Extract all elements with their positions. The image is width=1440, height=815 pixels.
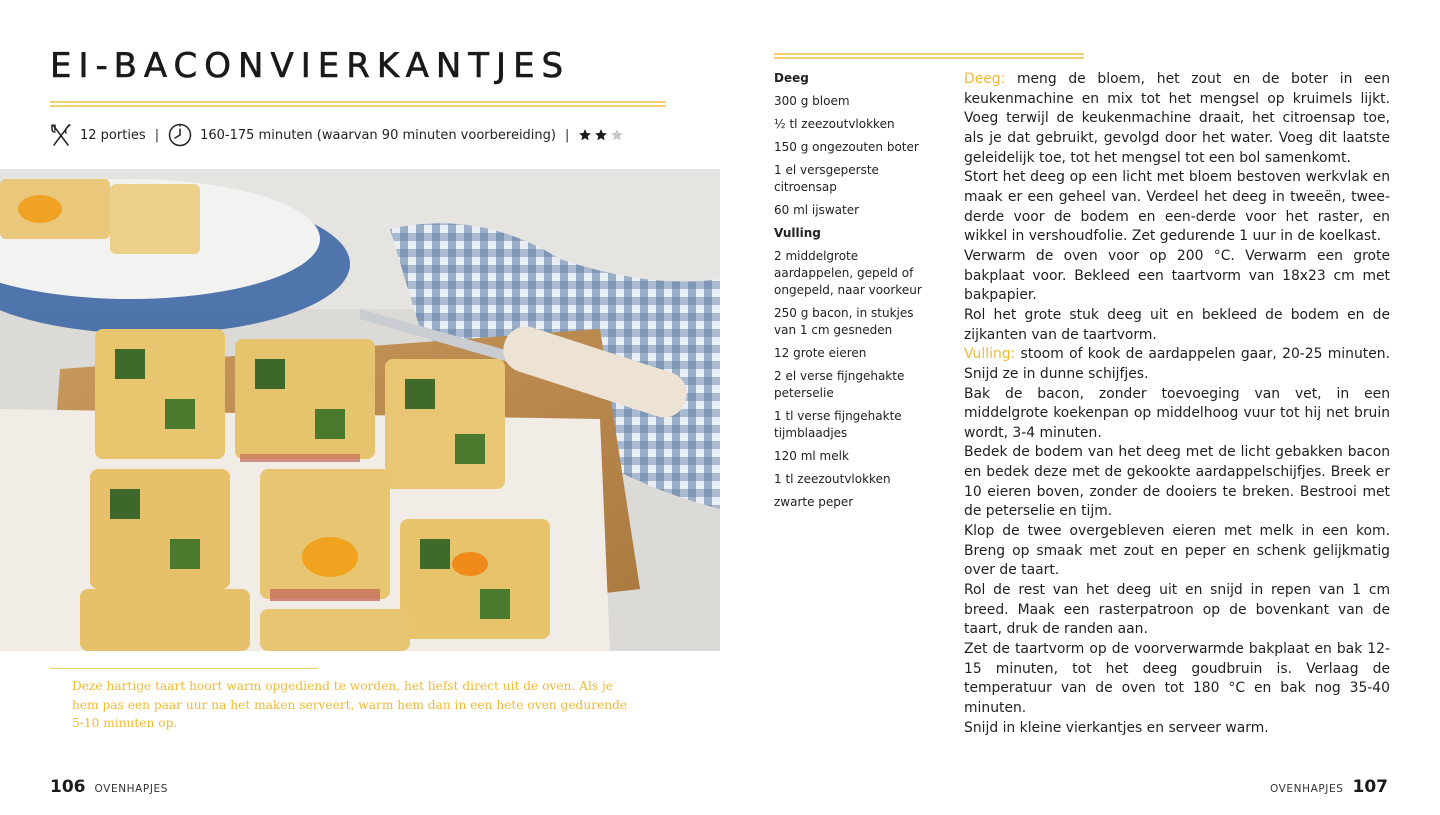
ingredient-item: 1 tl zeezoutvlokken bbox=[774, 472, 891, 486]
ingredients-heading-vulling: Vulling bbox=[774, 226, 821, 240]
deeg-ingredients bbox=[774, 93, 934, 219]
star-empty-icon bbox=[610, 128, 624, 142]
fork-knife-icon bbox=[50, 123, 72, 147]
ingredient-item: ½ tl zeezoutvlokken bbox=[774, 117, 895, 131]
method-step-label: Deeg: bbox=[964, 71, 1006, 87]
method-step-text: Bak de bacon, zonder toevoeging van vet, in een middelgrote koekenpan op middelhoog vuur tot hij net bruin wordt, 3-4 minuten. bbox=[964, 385, 1390, 441]
method-step bbox=[964, 70, 1390, 168]
method-step bbox=[964, 581, 1390, 640]
method-step-text: Verwarm de oven voor op 200 °C. Verwarm een grote bakplaat voor. Bekleed een taartvorm van 18x23 cm met bakpapier. bbox=[964, 247, 1390, 304]
portions-text: 12 porties bbox=[80, 127, 146, 143]
method-text bbox=[964, 70, 1390, 738]
method-step-text: Rol het grote stuk deeg uit en bekleed de bodem en de zijkanten van de taartvorm. bbox=[964, 306, 1390, 343]
ingredient-item: 1 tl verse fijngehakte tijmblaadjes bbox=[774, 409, 902, 440]
recipe-title: EI-BACONVIERKANTJES bbox=[50, 46, 571, 86]
method-step bbox=[964, 345, 1390, 384]
method-step bbox=[964, 247, 1390, 306]
method-step-text: Rol de rest van het deeg uit en snijd in repen van 1 cm breed. Maak een rasterpatroon op de bovenkant van de taart, druk de randen aan. bbox=[964, 582, 1390, 638]
ingredient-item: 2 middelgrote aardappelen, gepeld of ongepeld, naar voorkeur bbox=[774, 249, 922, 297]
vulling-ingredients bbox=[774, 248, 934, 511]
ingredient-item: 300 g bloem bbox=[774, 94, 850, 108]
title-double-rule bbox=[50, 101, 666, 107]
ingredient-item: 120 ml melk bbox=[774, 449, 849, 463]
method-step bbox=[964, 522, 1390, 581]
ingredients-list bbox=[774, 70, 934, 517]
ingredients-heading-deeg: Deeg bbox=[774, 71, 809, 85]
ingredient-item: zwarte peper bbox=[774, 495, 854, 509]
page-number-right: 107 bbox=[1352, 777, 1388, 797]
method-step bbox=[964, 306, 1390, 345]
star-filled-icon bbox=[594, 128, 608, 142]
method-step-text: meng de bloem, het zout en de boter in een keukenmachine en mix tot het mengsel op kruimels lijkt. Voeg terwijl de keukenmachine draait, het citroensap toe, als je dat gebruikt, gevolgd door het water. Voeg dit laatste geleidelijk toe, tot het mengsel tot een bol samenkomt. bbox=[964, 71, 1390, 166]
method-step bbox=[964, 385, 1390, 444]
recipe-meta bbox=[50, 122, 624, 148]
ingredient-item: 250 g bacon, in stukjes van 1 cm gesneden bbox=[774, 306, 914, 337]
time-text: 160-175 minuten (waarvan 90 minuten voorbereiding) bbox=[200, 127, 556, 143]
footer-right bbox=[1270, 777, 1388, 797]
method-step-text: Zet de taartvorm op de voorverwarmde bakplaat en bak 12-15 minuten, tot het deeg goudbruin is. Verlaag de temperatuur van de oven tot 180 °C en bak nog 35-40 minuten. bbox=[964, 641, 1390, 716]
method-step-text: Stort het deeg op een licht met bloem bestoven werkvlak en maak er een geheel van. Verdeel het deeg in tweeën, twee-derde voor de bodem en een-derde voor het raster, en wikkel in vershoudfolie. Zet gedurende 1 uur in de koelkast. bbox=[964, 169, 1390, 245]
star-filled-icon bbox=[578, 128, 592, 142]
difficulty-rating bbox=[578, 128, 624, 142]
method-step bbox=[964, 719, 1390, 739]
ingredient-item: 2 el verse fijngehakte peterselie bbox=[774, 369, 905, 400]
section-name-left: OVENHAPJES bbox=[94, 783, 169, 795]
method-step-label: Vulling: bbox=[964, 346, 1016, 363]
method-step-text: Snijd in kleine vierkantjes en serveer warm. bbox=[964, 719, 1269, 736]
tip-text: Deze hartige taart hoort warm opgediend te worden, het liefst direct uit de oven. Als je hem pas een paar uur na het maken serveert, warm hem dan in een hete oven gedurende 5-10 minuten op. bbox=[72, 679, 628, 730]
recipe-photo bbox=[0, 169, 720, 651]
footer-left bbox=[50, 777, 168, 797]
method-step-text: stoom of kook de aardappelen gaar, 20-25 minuten. Snijd ze in dunne schijfjes. bbox=[964, 346, 1390, 382]
method-step bbox=[964, 443, 1390, 522]
ingredient-item: 12 grote eieren bbox=[774, 346, 867, 360]
method-step bbox=[964, 168, 1390, 247]
ingredient-item: 1 el versgeperste citroensap bbox=[774, 163, 879, 194]
top-double-rule bbox=[774, 53, 1084, 59]
tip-rule bbox=[50, 668, 318, 669]
section-name-right: OVENHAPJES bbox=[1269, 783, 1344, 795]
page-number-left: 106 bbox=[50, 777, 86, 797]
meta-separator: | bbox=[564, 127, 570, 143]
method-step-text: Bedek de bodem van het deeg met de licht gebakken bacon en bedek deze met de gekookte aardappelschijfjes. Breek er 10 eieren boven, zonder de dooiers te breken. Bestrooi met de peterselie en tijm. bbox=[964, 444, 1390, 520]
meta-separator: | bbox=[154, 127, 160, 143]
ingredient-item: 60 ml ijswater bbox=[774, 203, 860, 217]
method-step-text: Klop de twee overgebleven eieren met melk in een kom. Breng op smaak met zout en peper en schenk gelijkmatig over de taart. bbox=[964, 523, 1390, 579]
ingredient-item: 150 g ongezouten boter bbox=[774, 140, 919, 154]
clock-icon bbox=[168, 123, 192, 147]
method-step bbox=[964, 640, 1390, 719]
